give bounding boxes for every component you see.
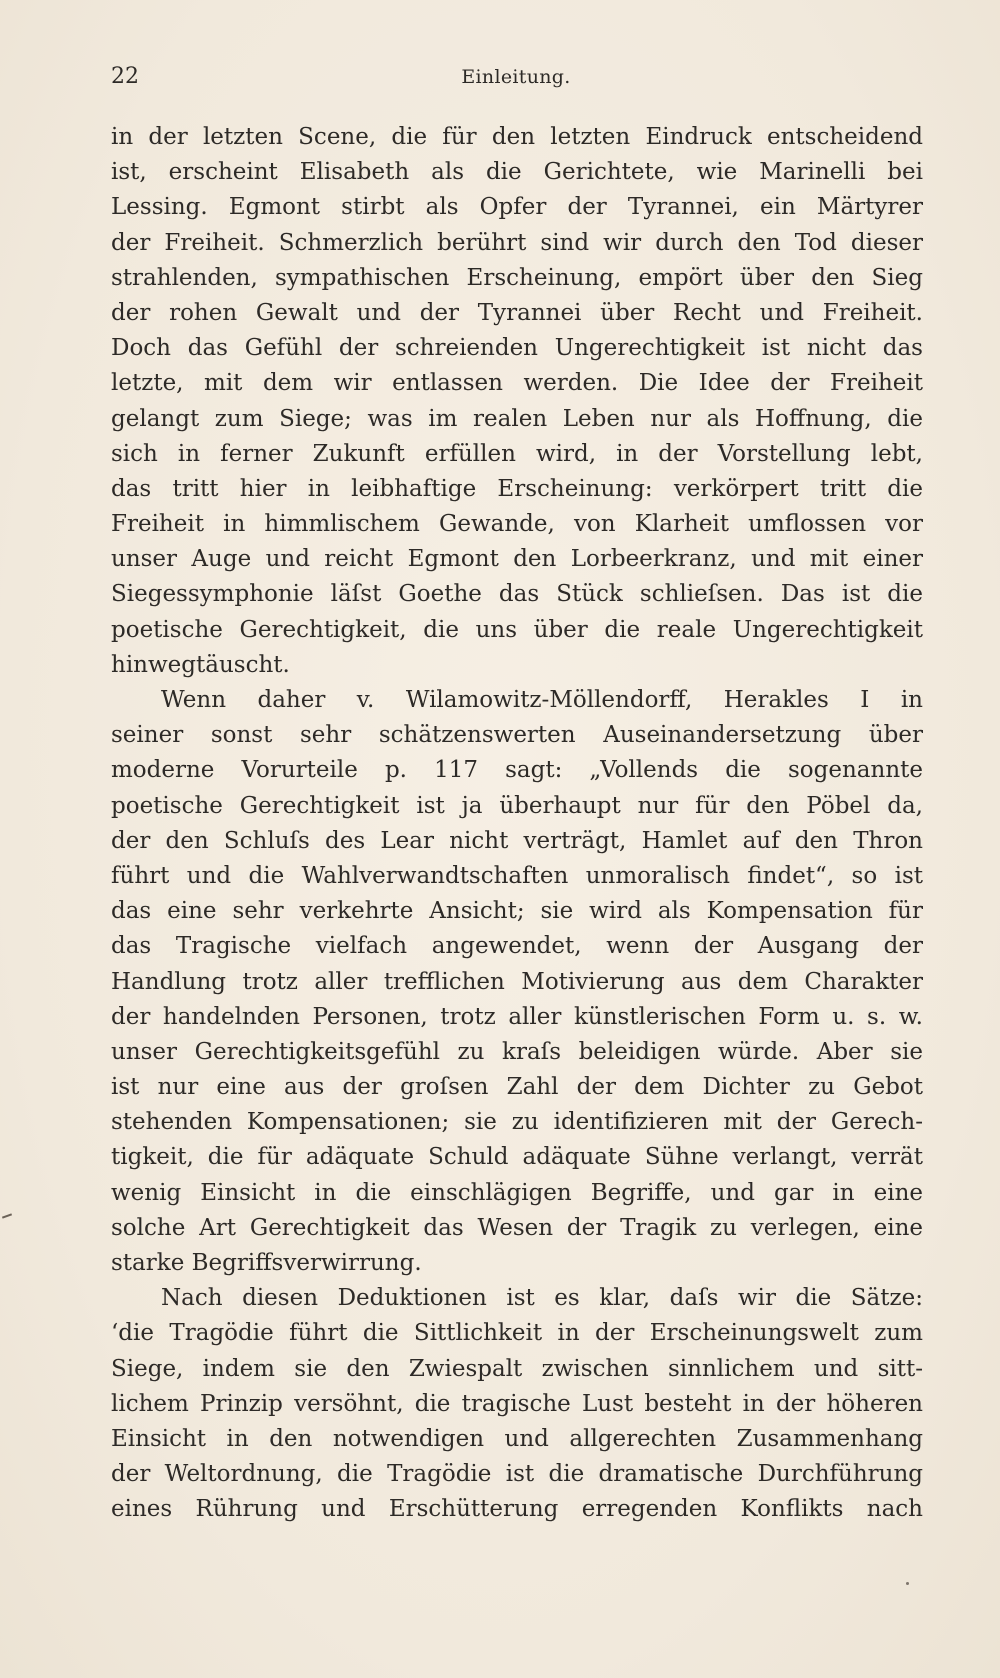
text-line: unser Gerechtigkeitsgefühl zu kraſs beleidigen würde. Aber sie [111,1038,923,1065]
text-line: der den Schluſs des Lear nicht verträgt, Hamlet auf den Thron [111,827,923,854]
paper-speck [906,1582,909,1585]
text-line-paragraph-start: Wenn daher v. Wilamowitz-Möllendorff, Herakles I in [161,687,923,713]
text-line: führt und die Wahlverwandtschaften unmoralisch findet“, so ist [111,862,923,889]
running-head: Einleitung. [461,66,571,88]
text-line: der rohen Gewalt und der Tyrannei über Recht und Freiheit. [111,299,923,326]
text-line: lichem Prinzip versöhnt, die tragische Lust besteht in der höheren [111,1390,923,1417]
text-line: Siegessymphonie läſst Goethe das Stück schlieſsen. Das ist die [111,581,923,608]
text-line: Lessing. Egmont stirbt als Opfer der Tyrannei, ein Märtyrer [111,194,923,221]
page-number: 22 [111,64,139,89]
text-line-paragraph-start: Nach diesen Deduktionen ist es klar, daſs wir die Sätze: [161,1285,923,1312]
text-line: der handelnden Personen, trotz aller künstlerischen Form u. s. w. [111,1003,923,1030]
margin-mark [2,1213,12,1218]
text-line: eines Rührung und Erschütterung erregenden Konflikts nach [111,1496,923,1523]
text-line-paragraph-end: hinwegtäuscht. [111,651,290,678]
text-line: poetische Gerechtigkeit ist ja überhaupt nur für den Pöbel da, [111,792,923,819]
text-line: letzte, mit dem wir entlassen werden. Die Idee der Freiheit [111,370,923,397]
text-line: ist, erscheint Elisabeth als die Gerichtete, wie Marinelli bei [111,159,923,186]
text-line: seiner sonst sehr schätzenswerten Auseinandersetzung über [111,722,923,749]
body-text [111,120,923,1528]
text-line: Doch das Gefühl der schreienden Ungerechtigkeit ist nicht das [111,335,923,362]
text-line: ‘die Tragödie führt die Sittlichkeit in der Erscheinungswelt zum [111,1320,923,1347]
text-line: solche Art Gerechtigkeit das Wesen der Tragik zu verlegen, eine [111,1214,923,1241]
text-line: der Freiheit. Schmerzlich berührt sind wir durch den Tod dieser [111,229,923,256]
text-line: das Tragische vielfach angewendet, wenn der Ausgang der [111,933,923,960]
text-line: Handlung trotz aller trefflichen Motivierung aus dem Charakter [111,968,923,995]
text-line: das eine sehr verkehrte Ansicht; sie wird als Kompensation für [111,898,923,925]
text-line: sich in ferner Zukunft erfüllen wird, in der Vorstellung lebt, [111,440,923,467]
page-header [111,64,921,94]
text-line: das tritt hier in leibhaftige Erscheinung: verkörpert tritt die [111,475,923,502]
text-line: in der letzten Scene, die für den letzten Eindruck entscheidend [111,124,923,150]
text-line: unser Auge und reicht Egmont den Lorbeerkranz, und mit einer [111,546,923,573]
text-line: strahlenden, sympathischen Erscheinung, empört über den Sieg [111,264,923,291]
text-line: der Weltordnung, die Tragödie ist die dramatische Durchführung [111,1461,923,1488]
text-line: moderne Vorurteile p. 117 sagt: „Vollends die sogenannte [111,757,923,784]
text-line: tigkeit, die für adäquate Schuld adäquate Sühne verlangt, verrät [111,1144,923,1171]
text-line-paragraph-end: starke Begriffsverwirrung. [111,1250,422,1276]
text-line: Siege, indem sie den Zwiespalt zwischen sinnlichem und sitt- [111,1355,923,1382]
text-line: gelangt zum Siege; was im realen Leben nur als Hoffnung, die [111,405,923,432]
text-line: Freiheit in himmlischem Gewande, von Klarheit umflossen vor [111,511,923,538]
text-line: Einsicht in den notwendigen und allgerechten Zusammenhang [111,1425,923,1452]
text-line: poetische Gerechtigkeit, die uns über die reale Ungerechtigkeit [111,616,923,643]
text-line: wenig Einsicht in die einschlägigen Begriffe, und gar in eine [111,1179,923,1206]
text-line: ist nur eine aus der groſsen Zahl der dem Dichter zu Gebot [111,1074,923,1101]
text-line: stehenden Kompensationen; sie zu identifizieren mit der Gerech- [111,1109,923,1136]
